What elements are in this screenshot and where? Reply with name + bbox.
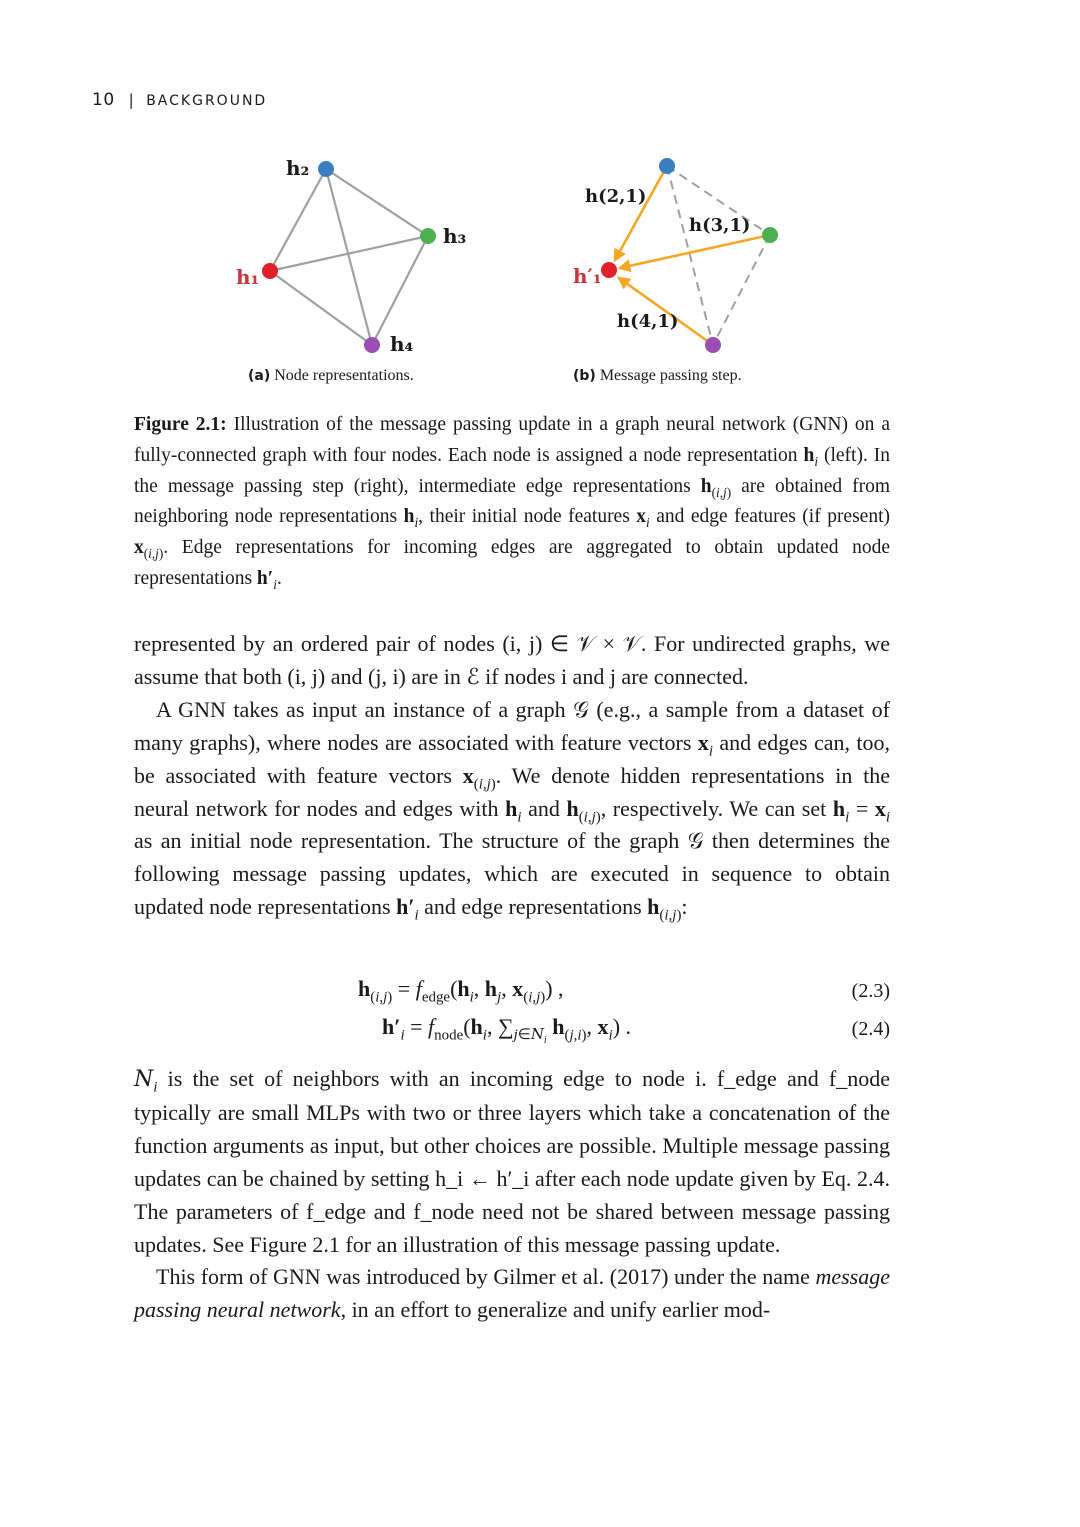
figure-label: Figure 2.1:: [134, 414, 227, 435]
math-x: x: [636, 506, 647, 528]
header-separator: |: [128, 91, 135, 109]
label-h41: h(4,1): [617, 311, 679, 332]
caption-text: . Edge representations for incoming edges are aggregated to obtain updated node representations: [134, 537, 890, 589]
node-h1: [262, 263, 278, 279]
subcaption-b: [573, 367, 742, 385]
math-h: h: [700, 475, 712, 497]
paragraph-4: This form of GNN was introduced by Gilmer et al. (2017) under the name message passing neural network, in an effort to generalize and unify earlier mod-: [134, 1264, 890, 1323]
label-h3: h₃: [443, 224, 467, 248]
caption-text: (left). In the message passing step (right), intermediate edge representations: [134, 444, 890, 497]
math-h-prime: h′: [256, 567, 274, 589]
figure-2-1-diagram: [0, 140, 1080, 360]
paragraph-3: $N_i$ is the set of neighbors with an incoming edge to node i. f_edge and f_node typically are small MLPs with two or three layers which take a concatenation of the function arguments as input, but other choices are possible. Multiple message passing updates can be chained by setting h_i ← h′_i after each node update given by Eq. 2.4. The parameters of f_edge and f_node need not be shared between message passing updates. See Figure 2.1 for an illustration of this message passing update.: [134, 1066, 890, 1257]
equation-2-3: $h_{(i,j)} = f_{edge}(h_i$, $h_j$, $x_{(i,j)}$) ,: [358, 976, 564, 1006]
subcaption-b-text: Message passing step.: [599, 367, 742, 384]
running-header: [92, 90, 267, 110]
paragraph-1: represented by an ordered pair of nodes (i, j) ∈ 𝒱 × 𝒱. For undirected graphs, we assume that both (i, j) and (j, i) are in ℰ if nodes i and j are connected.: [134, 631, 890, 689]
subcaption-a: [248, 367, 414, 385]
caption-text: are obtained from neighboring node representations: [134, 475, 890, 528]
node-2: [659, 158, 675, 174]
page-number: 10: [92, 90, 115, 110]
label-h4: h₄: [390, 332, 414, 356]
body-text: [134, 628, 890, 924]
caption-text: and edge features (if present): [649, 506, 890, 528]
equation-2-4: $h'_i = f_{node}(h_i$, $\sum_{j\in N_i}$ $h_{(j,i)}$, $x_i$) .: [382, 1014, 632, 1047]
left-graph: [236, 156, 466, 356]
figure-caption: Figure 2.1: Illustration of the message passing update in a graph neural network (GNN) on a fully-connected graph with four nodes. Each node is assigned a node representation $h_i$ (left). In the message passing step (right), intermediate edge representations $h_{(i,j)}$ are obtained from neighboring node representations $h_i$, their initial node features $x_i$ and edge features (if present) $x_{(i,j)}$. Edge representations for incoming edges are aggregated to obtain updated node representations $h'_i$.: [134, 414, 890, 592]
math-x: x: [134, 537, 144, 559]
math-h: h: [403, 506, 415, 528]
math-h: h: [803, 444, 815, 466]
node-h2: [318, 161, 334, 177]
caption-text: Illustration of the message passing update in a graph neural network (GNN) on a fully-connected graph with four nodes. Each node is assigned a node representation: [134, 414, 890, 466]
body-text-continued: [134, 1063, 890, 1327]
subcaption-b-tag: (b): [573, 368, 596, 384]
node-h3: [420, 228, 436, 244]
label-h1: h₁: [236, 265, 260, 289]
label-h1-prime: h′₁: [573, 264, 602, 288]
node-3: [762, 227, 778, 243]
right-graph: [573, 158, 778, 353]
node-4: [705, 337, 721, 353]
label-h2: h₂: [286, 156, 310, 180]
section-title: BACKGROUND: [146, 93, 268, 109]
caption-text: , their initial node features: [418, 506, 637, 528]
caption-text: .: [276, 567, 282, 589]
label-h31: h(3,1): [689, 215, 751, 236]
equation-number-2-4: (2.4): [851, 1018, 890, 1040]
label-h21: h(2,1): [585, 186, 647, 207]
subcaption-a-text: Node representations.: [274, 367, 414, 384]
node-h4: [364, 337, 380, 353]
subcaption-a-tag: (a): [248, 368, 271, 384]
paragraph-2: A GNN takes as input an instance of a graph 𝒢 (e.g., a sample from a dataset of many graphs), where nodes are associated with feature vectors $x_i$ and edges can, too, be associated with feature vectors $x_{(i,j)}$. We denote hidden representations in the neural network for nodes and edges with $h_i$ and $h_{(i,j)}$, respectively. We can set $h_i = x_i$ as an initial node representation. The structure of the graph 𝒢 then determines the following message passing updates, which are executed in sequence to obtain updated node representations $h'_i$ and edge representations $h_{(i,j)}$:: [134, 696, 891, 924]
node-h1-updated: [601, 262, 617, 278]
equation-number-2-3: (2.3): [851, 980, 890, 1002]
